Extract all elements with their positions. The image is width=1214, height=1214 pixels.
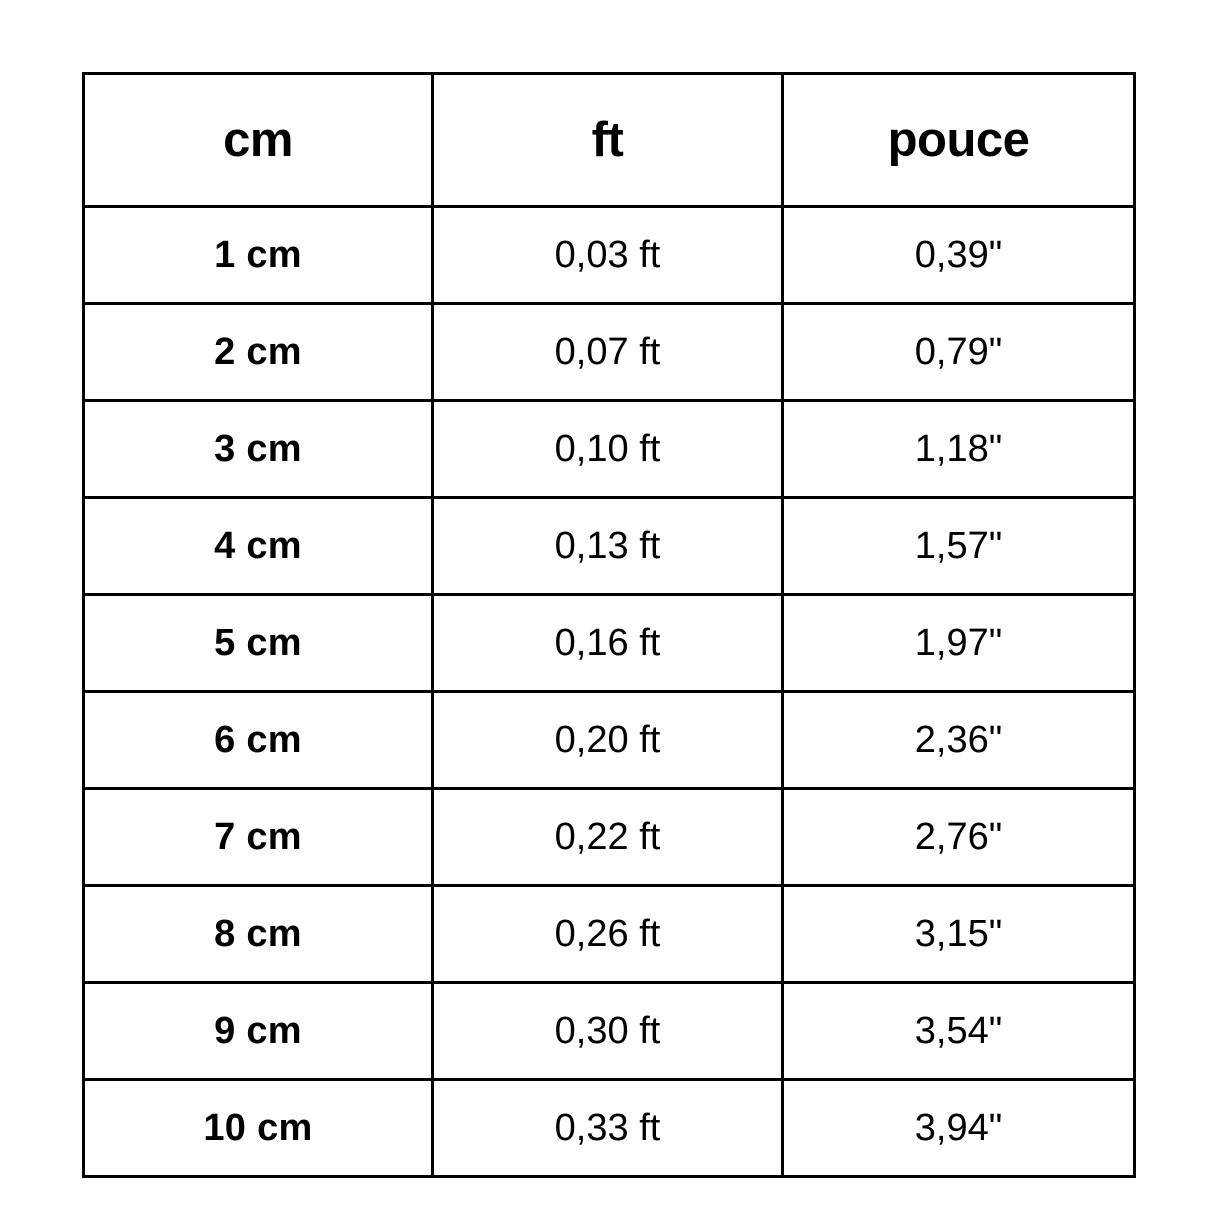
cell-ft: 0,30 ft bbox=[433, 983, 783, 1080]
table-header-row bbox=[84, 74, 1135, 207]
column-header-cm: cm bbox=[84, 74, 433, 207]
cell-cm: 9 cm bbox=[84, 983, 433, 1080]
table-row bbox=[84, 304, 1135, 401]
cell-pouce: 1,18" bbox=[783, 401, 1135, 498]
cell-ft: 0,26 ft bbox=[433, 886, 783, 983]
cell-ft: 0,10 ft bbox=[433, 401, 783, 498]
cell-pouce: 1,57" bbox=[783, 498, 1135, 595]
cell-cm: 3 cm bbox=[84, 401, 433, 498]
cell-pouce: 3,54" bbox=[783, 983, 1135, 1080]
cell-cm: 1 cm bbox=[84, 207, 433, 304]
cell-cm: 6 cm bbox=[84, 692, 433, 789]
cell-cm: 7 cm bbox=[84, 789, 433, 886]
table-row bbox=[84, 886, 1135, 983]
cell-pouce: 3,94" bbox=[783, 1080, 1135, 1177]
cell-cm: 10 cm bbox=[84, 1080, 433, 1177]
cell-ft: 0,20 ft bbox=[433, 692, 783, 789]
column-header-ft: ft bbox=[433, 74, 783, 207]
cell-ft: 0,22 ft bbox=[433, 789, 783, 886]
table-row bbox=[84, 983, 1135, 1080]
cell-pouce: 3,15" bbox=[783, 886, 1135, 983]
cell-ft: 0,03 ft bbox=[433, 207, 783, 304]
table-container bbox=[82, 72, 1133, 1149]
cell-ft: 0,16 ft bbox=[433, 595, 783, 692]
table-row bbox=[84, 595, 1135, 692]
cell-ft: 0,13 ft bbox=[433, 498, 783, 595]
cell-cm: 4 cm bbox=[84, 498, 433, 595]
column-header-pouce: pouce bbox=[783, 74, 1135, 207]
table-body bbox=[84, 207, 1135, 1177]
table-row bbox=[84, 498, 1135, 595]
table-row bbox=[84, 692, 1135, 789]
cell-pouce: 2,36" bbox=[783, 692, 1135, 789]
cell-pouce: 1,97" bbox=[783, 595, 1135, 692]
table-row bbox=[84, 1080, 1135, 1177]
cell-cm: 2 cm bbox=[84, 304, 433, 401]
cell-pouce: 0,39" bbox=[783, 207, 1135, 304]
cm-to-ft-inch-conversion-table bbox=[82, 72, 1136, 1178]
table-row bbox=[84, 207, 1135, 304]
table-row bbox=[84, 789, 1135, 886]
table-row bbox=[84, 401, 1135, 498]
cell-ft: 0,07 ft bbox=[433, 304, 783, 401]
table-header bbox=[84, 74, 1135, 207]
cell-pouce: 2,76" bbox=[783, 789, 1135, 886]
cell-pouce: 0,79" bbox=[783, 304, 1135, 401]
cell-ft: 0,33 ft bbox=[433, 1080, 783, 1177]
cell-cm: 5 cm bbox=[84, 595, 433, 692]
cell-cm: 8 cm bbox=[84, 886, 433, 983]
